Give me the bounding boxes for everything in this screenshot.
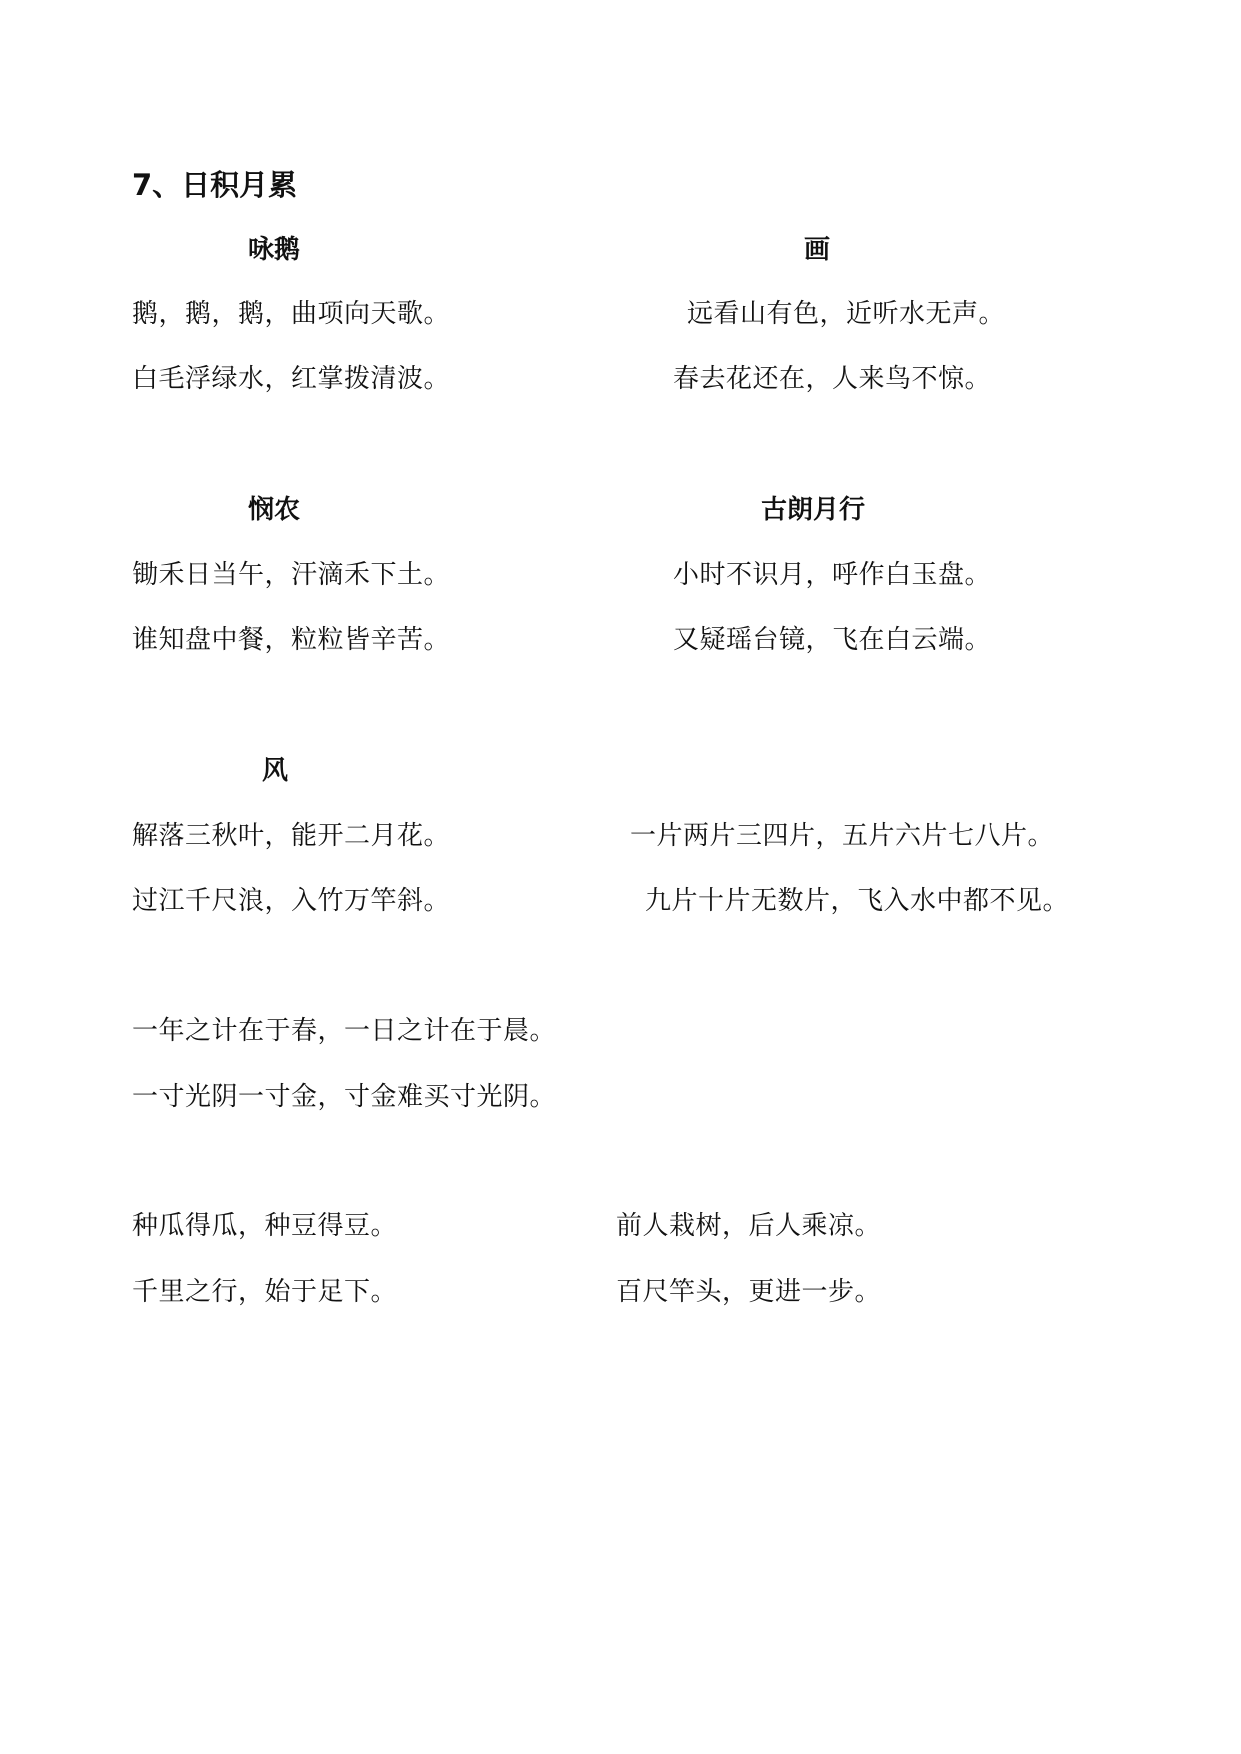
poem-line: 谁知盘中餐，粒粒皆辛苦。: [132, 625, 451, 655]
poem-line: 过江千尺浪，入竹万竿斜。: [132, 886, 451, 916]
poem-line: 九片十片无数片，飞入水中都不见。: [645, 886, 1070, 916]
saying-line: 一寸光阴一寸金，寸金难买寸光阴。: [132, 1082, 557, 1112]
proverb-line: 前人栽树，后人乘凉。: [616, 1211, 882, 1241]
poem-line: 锄禾日当午，汗滴禾下土。: [132, 560, 451, 590]
poem-line: 小时不识月，呼作白玉盘。: [673, 560, 992, 590]
section-title: 7、日积月累: [132, 168, 298, 202]
poem-line: 春去花还在，人来鸟不惊。: [673, 364, 992, 394]
poem-line: 鹅，鹅，鹅，曲项向天歌。: [132, 299, 451, 329]
proverb-line: 种瓜得瓜，种豆得豆。: [132, 1211, 398, 1241]
poem-line: 白毛浮绿水，红掌拨清波。: [132, 364, 451, 394]
saying-line: 一年之计在于春，一日之计在于晨。: [132, 1016, 557, 1046]
proverb-line: 百尺竿头，更进一步。: [616, 1277, 882, 1307]
poem-title-yong-e: 咏鹅: [248, 235, 301, 265]
poem-line: 又疑瑶台镜，飞在白云端。: [673, 625, 992, 655]
poem-title-min-nong: 悯农: [248, 495, 301, 525]
proverb-line: 千里之行，始于足下。: [132, 1277, 398, 1307]
poem-title-feng: 风: [262, 756, 289, 786]
poem-line: 一片两片三四片，五片六片七八片。: [630, 821, 1055, 851]
poem-title-hua: 画: [804, 235, 831, 265]
poem-line: 远看山有色，近听水无声。: [687, 299, 1006, 329]
poem-line: 解落三秋叶，能开二月花。: [132, 821, 451, 851]
poem-title-gu-lang-yue-xing: 古朗月行: [761, 495, 866, 525]
